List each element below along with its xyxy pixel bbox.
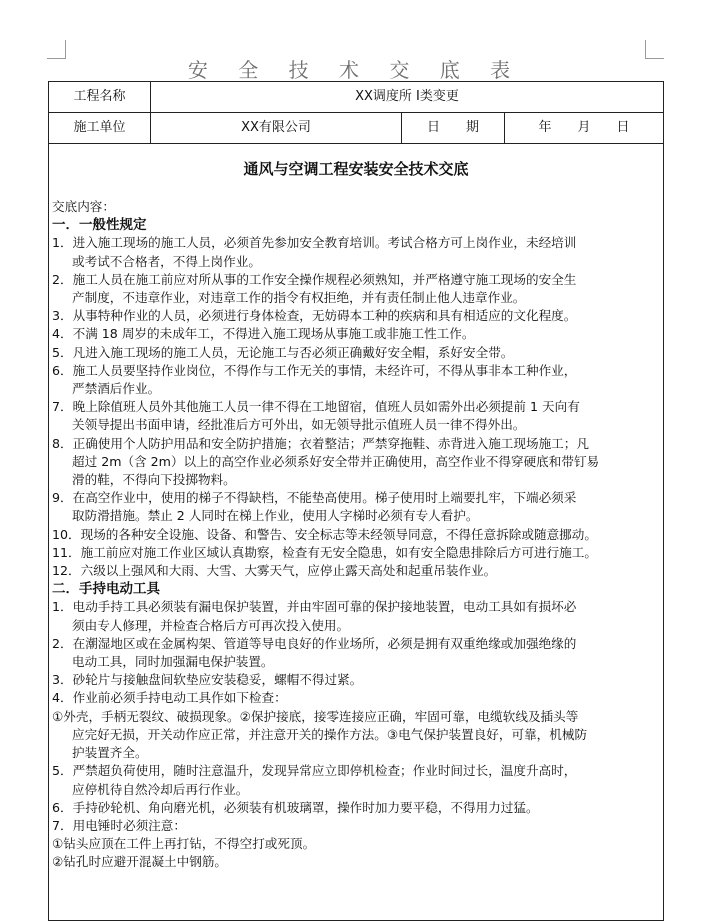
page-title: 安 全 技 术 交 底 表 xyxy=(187,58,523,82)
content-line: 5．严禁超负荷使用，随时注意温升，发现异常应立即停机检查；作业时间过长，温度升高时， xyxy=(52,763,577,779)
content-line: 应停机待自然冷却后再行作业。 xyxy=(72,781,249,797)
content-line: 严禁酒后作业。 xyxy=(72,381,161,397)
content-line: 2．在潮湿地区或在金属构架、管道等导电良好的作业场所，必须是拥有双重绝缘或加强绝缘的 xyxy=(52,635,577,651)
content-line: 4．不满 18 周岁的未成年工，不得进入施工现场从事施工或非施工性工作。 xyxy=(52,326,475,342)
construction-unit-label: 施工单位 xyxy=(73,120,126,135)
content-line: 11．施工前应对施工作业区域认真勘察，检查有无安全隐患，如有安全隐患排除后方可进行施工。 xyxy=(52,544,597,560)
header-row-project xyxy=(49,82,663,113)
content-line: 电动工具，同时加强漏电保护装置。 xyxy=(72,654,274,670)
content-line: 应完好无损，开关动作应正常，并注意开关的操作方法。③电气保护装置良好，可靠，机械防 xyxy=(72,726,588,742)
content-line: 1．电动手持工具必须装有漏电保护装置，并由牢固可靠的保护接地装置，电动工具如有损坏必 xyxy=(52,599,577,615)
content-line: 护装置齐全。 xyxy=(72,745,148,761)
content-line: 4．作业前必须手持电动工具作如下检查： xyxy=(52,690,287,706)
content-line: 10．现场的各种安全设施、设备、和警告、安全标志等未经领导同意，不得任意拆除或随意挪动。 xyxy=(52,526,597,542)
content-line: 7．晚上除值班人员外其他施工人员一律不得在工地留宿，值班人员如需外出必须提前 1 天向有 xyxy=(52,399,580,415)
content-line: 3．砂轮片与接触盘间软垫应安装稳妥，螺帽不得过紧。 xyxy=(52,672,363,688)
content-line: ①钻头应顶在工件上再打钻，不得空打或死顶。 xyxy=(52,836,316,852)
document-body xyxy=(52,198,660,872)
content-line: ②钻孔时应避开混凝土中钢筋。 xyxy=(52,854,228,870)
date-value: 年 月 日 xyxy=(538,120,630,135)
content-line: 8．正确使用个人防护用品和安全防护措施；衣着整洁；严禁穿拖鞋、赤背进入施工现场施工；凡 xyxy=(52,435,589,451)
content-line: 滑的鞋，不得向下投掷物料。 xyxy=(72,472,236,488)
project-name-value: XX调度所 I类变更 xyxy=(355,89,459,104)
construction-unit-value: XX有限公司 xyxy=(241,120,311,135)
content-line: 超过 2m（含 2m）以上的高空作业必须系好安全带并正确使用，高空作业不得穿硬底和带钉易 xyxy=(72,453,600,469)
content-line: 产制度，不违章作业，对违章工作的指令有权拒绝，并有责任制止他人违章作业。 xyxy=(72,290,526,306)
content-line: 6．施工人员要坚持作业岗位，不得作与工作无关的事情，未经许可，不得从事非本工种作业， xyxy=(52,362,577,378)
disclosure-form xyxy=(48,81,664,921)
content-line: 1．进入施工现场的施工人员，必须首先参加安全教育培训。考试合格方可上岗作业，未经培训 xyxy=(52,235,577,251)
content-line: 5．凡进入施工现场的施工人员，无论施工与否必须正确戴好安全帽，系好安全带。 xyxy=(52,344,514,360)
content-line: 9．在高空作业中，使用的梯子不得缺档，不能垫高使用。梯子使用时上端要扎牢，下端必须采 xyxy=(52,490,577,506)
header-row-unit xyxy=(49,113,663,144)
date-label: 日 期 xyxy=(426,120,479,135)
document-title: 通风与空调工程安装安全技术交底 xyxy=(243,160,469,178)
content-line: 或考试不合格者，不得上岗作业。 xyxy=(72,253,261,269)
content-line: 关领导提出书面申请，经批准后方可外出，如无领导批示值班人员一律不得外出。 xyxy=(72,417,526,433)
content-line: 12．六级以上强风和大雨、大雪、大雾天气，应停止露天高处和起重吊装作业。 xyxy=(52,563,497,579)
content-line: ①外壳，手柄无裂纹、破损现象。②保护接底，接零连接应正确，牢固可靠，电缆软线及插头等 xyxy=(52,708,579,724)
project-name-label: 工程名称 xyxy=(73,89,126,104)
content-line: 2．施工人员在施工前应对所从事的工作安全操作规程必须熟知，并严格遵守施工现场的安全生 xyxy=(52,271,577,287)
content-line: 3．从事特种作业的人员，必须进行身体检查，无妨碍本工种的疾病和具有相适应的文化程度。 xyxy=(52,308,577,324)
section-heading: 一．一般性规定 xyxy=(52,217,147,234)
content-line: 取防滑措施。禁止 2 人同时在梯上作业，使用人字梯时必须有专人看护。 xyxy=(72,508,479,524)
content-line: 须由专人修理，并检查合格后方可再次投入使用。 xyxy=(72,617,350,633)
content-line: 7．用电锤时必须注意： xyxy=(52,817,186,833)
content-line: 6．手持砂轮机、角向磨光机，必须装有机玻璃罩，操作时加力要平稳，不得用力过猛。 xyxy=(52,799,539,815)
content-intro: 交底内容： xyxy=(52,199,115,214)
section-heading: 二．手持电动工具 xyxy=(52,581,160,598)
